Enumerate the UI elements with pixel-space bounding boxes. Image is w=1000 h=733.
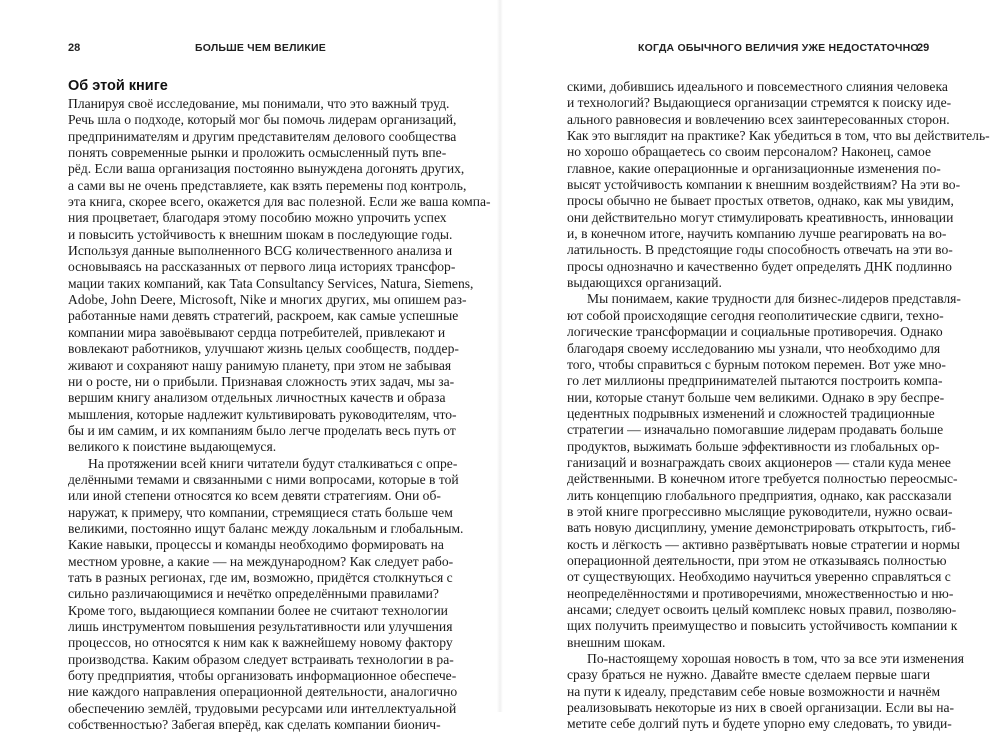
text-line: ганизаций и вознаграждать своих акционеров — стали куда менее xyxy=(567,454,951,470)
right-page xyxy=(500,0,1000,732)
text-line: главное, какие операционные и организационные изменения по- xyxy=(567,160,941,176)
text-line: Кроме того, выдающиеся компании более не считают технологии xyxy=(68,602,448,618)
text-line: но хорошо обращаетесь со своим персоналом? Наконец, самое xyxy=(567,144,931,160)
text-line: от существующих. Необходимо научиться уверенно справляться с xyxy=(567,569,951,585)
text-line: Какие навыки, процессы и команды необходимо формировать на xyxy=(68,537,444,553)
text-line: сразу браться не нужно. Давайте вместе сделаем первые шаги xyxy=(567,667,930,683)
text-line: щих получить преимущество и повысить устойчивость компании к xyxy=(567,618,958,634)
text-line: рёд. Если ваша организация постоянно вынуждена догонять других, xyxy=(68,161,465,177)
text-line: просы обычно не бывает простых ответов, однако, как мы увидим, xyxy=(567,193,954,209)
text-line: действенными. В конечном итоге требуется полностью переосмыс- xyxy=(567,471,958,487)
text-line: великими, постоянно ищут баланс между локальным и глобальным. xyxy=(68,520,464,536)
text-line: собственностью? Забегая вперёд, как сделать компании бионич- xyxy=(68,717,441,733)
paragraph xyxy=(68,96,491,456)
text-line: операционной деятельности, при этом не отказываясь полностью xyxy=(567,552,947,568)
text-line: внешним шокам. xyxy=(567,634,666,650)
text-line: производства. Каким образом следует встраивать технологии в ра- xyxy=(68,651,454,667)
text-line: Планируя своё исследование, мы понимали, что это важный труд. xyxy=(68,96,450,111)
text-line: бы и им самим, и их компаниям было легче проделать весь путь от xyxy=(68,422,456,438)
text-line: высят устойчивость компании к внешним воздействиям? На эти во- xyxy=(567,177,961,193)
text-line: процессов, но относятся к ним как к важнейшему новому фактору xyxy=(68,635,453,651)
text-line: нии, которые станут больше чем великими. Однако в эру беспре- xyxy=(567,389,945,405)
text-line: цедентных подрывных изменений и сложностей традиционные xyxy=(567,405,935,421)
paragraph xyxy=(68,455,464,733)
left-body-text xyxy=(68,96,491,733)
text-line: основываясь на рассказанных от первого лица историях трансфор- xyxy=(68,259,456,275)
text-line: вовлекают работников, улучшают жизнь целых сообществ, поддер- xyxy=(68,341,459,357)
text-line: скими, добившись идеального и повсеместного слияния человека xyxy=(567,79,948,94)
text-line: латильность. В предстоящие годы способность отвечать на эти во- xyxy=(567,242,953,258)
text-line: того, чтобы справиться с бурным потоком перемен. Вот уже мно- xyxy=(567,356,946,372)
text-line: мышления, которые надлежит культивировать руководителям, что- xyxy=(68,406,457,422)
text-line: го лет миллионы предпринимателей пытаются построить компа- xyxy=(567,373,943,389)
text-line: и технологий? Выдающиеся организации стремятся к поиску иде- xyxy=(567,95,952,111)
text-line: лишь инструментом повышения результативности или улучшения xyxy=(68,619,453,634)
text-line: лить концепцию глобального предприятия, однако, как рассказали xyxy=(567,487,952,503)
text-line: на пути к идеалу, представим себе новые возможности и начнём xyxy=(567,683,941,699)
text-line: неопределённостями и противоречиями, множественностью и ню- xyxy=(567,585,954,601)
text-line: просы однозначно и качественно будет определять ДНК подлинно xyxy=(567,258,952,274)
text-line: делёнными темами и связанными с ними вопросами, которые в той xyxy=(68,471,459,487)
text-line: ние каждого направления операционной деятельности, аналогично xyxy=(68,684,458,700)
text-line: Adobe, John Deere, Microsoft, Nike и многих других, мы опишем раз- xyxy=(68,292,467,308)
text-line: эта книга, скорее всего, окажется для вас полезной. Если же ваша компа- xyxy=(68,194,491,210)
text-line: в этой книге прогрессивно мыслящие руководители, нужно осваи- xyxy=(567,503,953,519)
section-title: Об этой книге xyxy=(68,78,168,94)
text-line: понять современные рынки и проложить осмысленный путь впе- xyxy=(68,145,447,161)
text-line: Мы понимаем, какие трудности для бизнес-лидеров представля- xyxy=(587,291,961,307)
text-line: продуктов, выжимать больше эффективности из глобальных ор- xyxy=(567,438,940,454)
text-line: мации таких компаний, как Tata Consultancy Services, Natura, Siemens, xyxy=(68,275,474,291)
text-line: обеспечению землёй, трудовыми ресурсами или интеллектуальной xyxy=(68,700,457,716)
text-line: великого к поистине выдающемуся. xyxy=(68,439,277,455)
right-running-head: КОГДА ОБЫЧНОГО ВЕЛИЧИЯ УЖЕ НЕДОСТАТОЧНО xyxy=(638,42,919,54)
text-line: ансами; следует освоить целый комплекс новых правил, позволяю- xyxy=(567,602,957,617)
text-line: По-настоящему хорошая новость в том, что за все эти изменения xyxy=(587,651,964,667)
text-line: сильно различающимися и нечётко определёнными правилами? xyxy=(68,586,439,602)
text-line: предпринимателям и другим представителям делового сообщества xyxy=(68,128,457,144)
text-line: реализовывать некоторые из них в своей организации. Если вы на- xyxy=(567,700,955,716)
text-line: местном уровне, а какие — на международном? Как следует рабо- xyxy=(68,553,454,569)
text-line: а сами вы не очень представляете, как взять перемены под контроль, xyxy=(68,177,467,193)
text-line: вать новую дисциплину, умение демонстрировать открытость, гиб- xyxy=(567,520,956,536)
text-line: Используя данные выполненного BCG количественного анализа и xyxy=(68,243,453,259)
text-line: На протяжении всей книги читатели будут сталкиваться с опре- xyxy=(88,455,458,471)
text-line: ни о росте, ни о прибыли. Признавая сложность этих задач, мы за- xyxy=(68,373,455,389)
left-page-number: 28 xyxy=(68,42,81,54)
left-running-head: БОЛЬШЕ ЧЕМ ВЕЛИКИЕ xyxy=(195,42,326,54)
text-line: и повысить устойчивость к внешним шокам в последующие годы. xyxy=(68,226,453,242)
right-page-number: 29 xyxy=(917,42,930,54)
text-line: они действительно могут стимулировать креативность, инновации xyxy=(567,209,954,225)
text-line: стратегии — изначально помогавшие лидерам продавать больше xyxy=(567,422,944,438)
text-line: вершим книгу анализом отдельных личностных качеств и образа xyxy=(68,390,446,406)
text-line: наружат, к примеру, что компании, стремящиеся стать больше чем xyxy=(68,504,453,520)
text-line: боту предприятия, чтобы организовать информационное обеспече- xyxy=(68,668,457,684)
text-line: или иной степени относятся ко всем девяти стратегиям. Они об- xyxy=(68,488,441,504)
text-line: Речь шла о подходе, который мог бы помочь лидерам организаций, xyxy=(68,112,457,128)
text-line: ют собой происходящие сегодня геополитические сдвиги, техно- xyxy=(567,307,944,323)
text-line: метите себе долгий путь и будете упорно ему следовать, то увиди- xyxy=(567,716,952,732)
text-line: выдающихся организаций. xyxy=(567,275,722,291)
text-line: кость и лёгкость — активно развёртывать новые стратегии и нормы xyxy=(567,536,960,552)
text-line: и, в конечном итоге, научить компанию лучше реагировать на во- xyxy=(567,226,947,242)
paragraph xyxy=(567,651,964,733)
text-line: Как это выглядит на практике? Как убедиться в том, что вы действитель- xyxy=(567,128,990,144)
paragraph xyxy=(567,79,990,291)
text-line: работанные нами девять стратегий, раскроем, как самые успешные xyxy=(68,308,459,324)
text-line: ния процветает, благодаря этому пособию можно упрочить успех xyxy=(68,210,447,226)
paragraph xyxy=(567,291,961,651)
text-line: компании мира завоёвывают сердца потребителей, привлекают и xyxy=(68,324,446,340)
text-line: ального равновесия и вовлечению всех заинтересованных сторон. xyxy=(567,111,950,127)
text-line: живают и сохраняют нашу ранимую планету, при этом не забывая xyxy=(68,357,452,373)
right-body-text xyxy=(567,79,990,733)
text-line: благодаря своему исследованию мы узнали, что необходимо для xyxy=(567,340,941,356)
text-line: логические трансформации и социальные противоречия. Однако xyxy=(567,324,943,340)
text-line: тать в разных регионах, где им, возможно, придётся столкнуться с xyxy=(68,569,453,585)
